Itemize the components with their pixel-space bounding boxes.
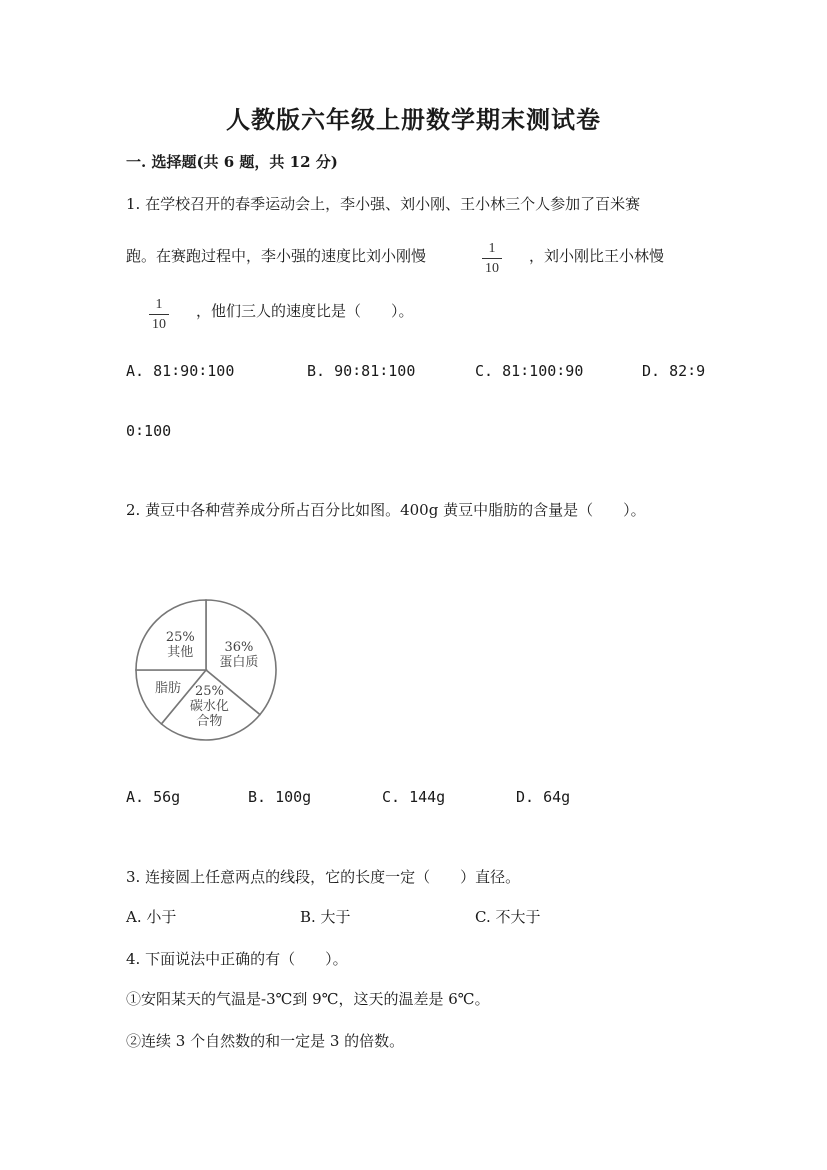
pie-label-label: 蛋白质 [219, 655, 259, 670]
q4-statement-1: ①安阳某天的气温是-3℃到 9℃，这天的温差是 6℃。 [126, 990, 490, 1008]
q3-option-b: B. 大于 [300, 908, 351, 926]
q3-text: 3. 连接圆上任意两点的线段，它的长度一定（ ）直径。 [126, 868, 521, 886]
q1-line3: ，他们三人的速度比是（ ）。 [196, 302, 414, 320]
q1-fraction-1 [482, 241, 502, 276]
fraction-denominator: 10 [152, 317, 166, 332]
q1-option-d-continued: 0∶100 [126, 422, 172, 440]
q2-option-d: D. 64g [516, 788, 571, 806]
fraction-bar [482, 258, 502, 259]
q2-option-b: B. 100g [248, 788, 312, 806]
q1-option-a: A. 81∶90∶100 [126, 362, 235, 380]
q2-option-a: A. 56g [126, 788, 181, 806]
q4-text: 4. 下面说法中正确的有（ ）。 [126, 950, 348, 968]
q2-option-c: C. 144g [382, 788, 446, 806]
fraction-bar [149, 314, 169, 315]
pie-label-label: 碳水化 [189, 699, 229, 715]
fraction-denominator: 10 [485, 261, 499, 276]
q3-option-c: C. 不大于 [475, 908, 541, 926]
q1-fraction-2 [149, 297, 169, 332]
page-title: 人教版六年级上册数学期末测试卷 [226, 105, 601, 134]
q2-text: 2. 黄豆中各种营养成分所占百分比如图。400g 黄豆中脂肪的含量是（ ）。 [126, 501, 646, 519]
q1-line2-b: ，刘小刚比王小林慢 [529, 247, 665, 265]
pie-value-label: 25% [194, 684, 224, 700]
nutrition-pie-chart [130, 594, 282, 746]
fraction-numerator: 1 [488, 241, 496, 256]
q1-option-c: C. 81∶100∶90 [475, 362, 584, 380]
pie-label-label: 脂肪 [154, 680, 182, 696]
pie-label-label: 合物 [196, 714, 223, 730]
pie-value-label: 25% [165, 629, 195, 645]
q3-option-a: A. 小于 [126, 908, 177, 926]
pie-label-label: 其他 [167, 644, 194, 660]
q1-option-d: D. 82∶9 [642, 362, 706, 380]
section-heading: 一. 选择题(共 6 题，共 12 分) [126, 153, 338, 171]
q1-line2-a: 跑。在赛跑过程中，李小强的速度比刘小刚慢 [126, 247, 427, 265]
q1-option-b: B. 90∶81∶100 [307, 362, 416, 380]
fraction-numerator: 1 [155, 297, 163, 312]
q4-statement-2: ②连续 3 个自然数的和一定是 3 的倍数。 [126, 1032, 405, 1050]
q1-line1: 1. 在学校召开的春季运动会上，李小强、刘小刚、王小林三个人参加了百米赛 [126, 195, 641, 213]
pie-value-label: 36% [224, 640, 254, 655]
